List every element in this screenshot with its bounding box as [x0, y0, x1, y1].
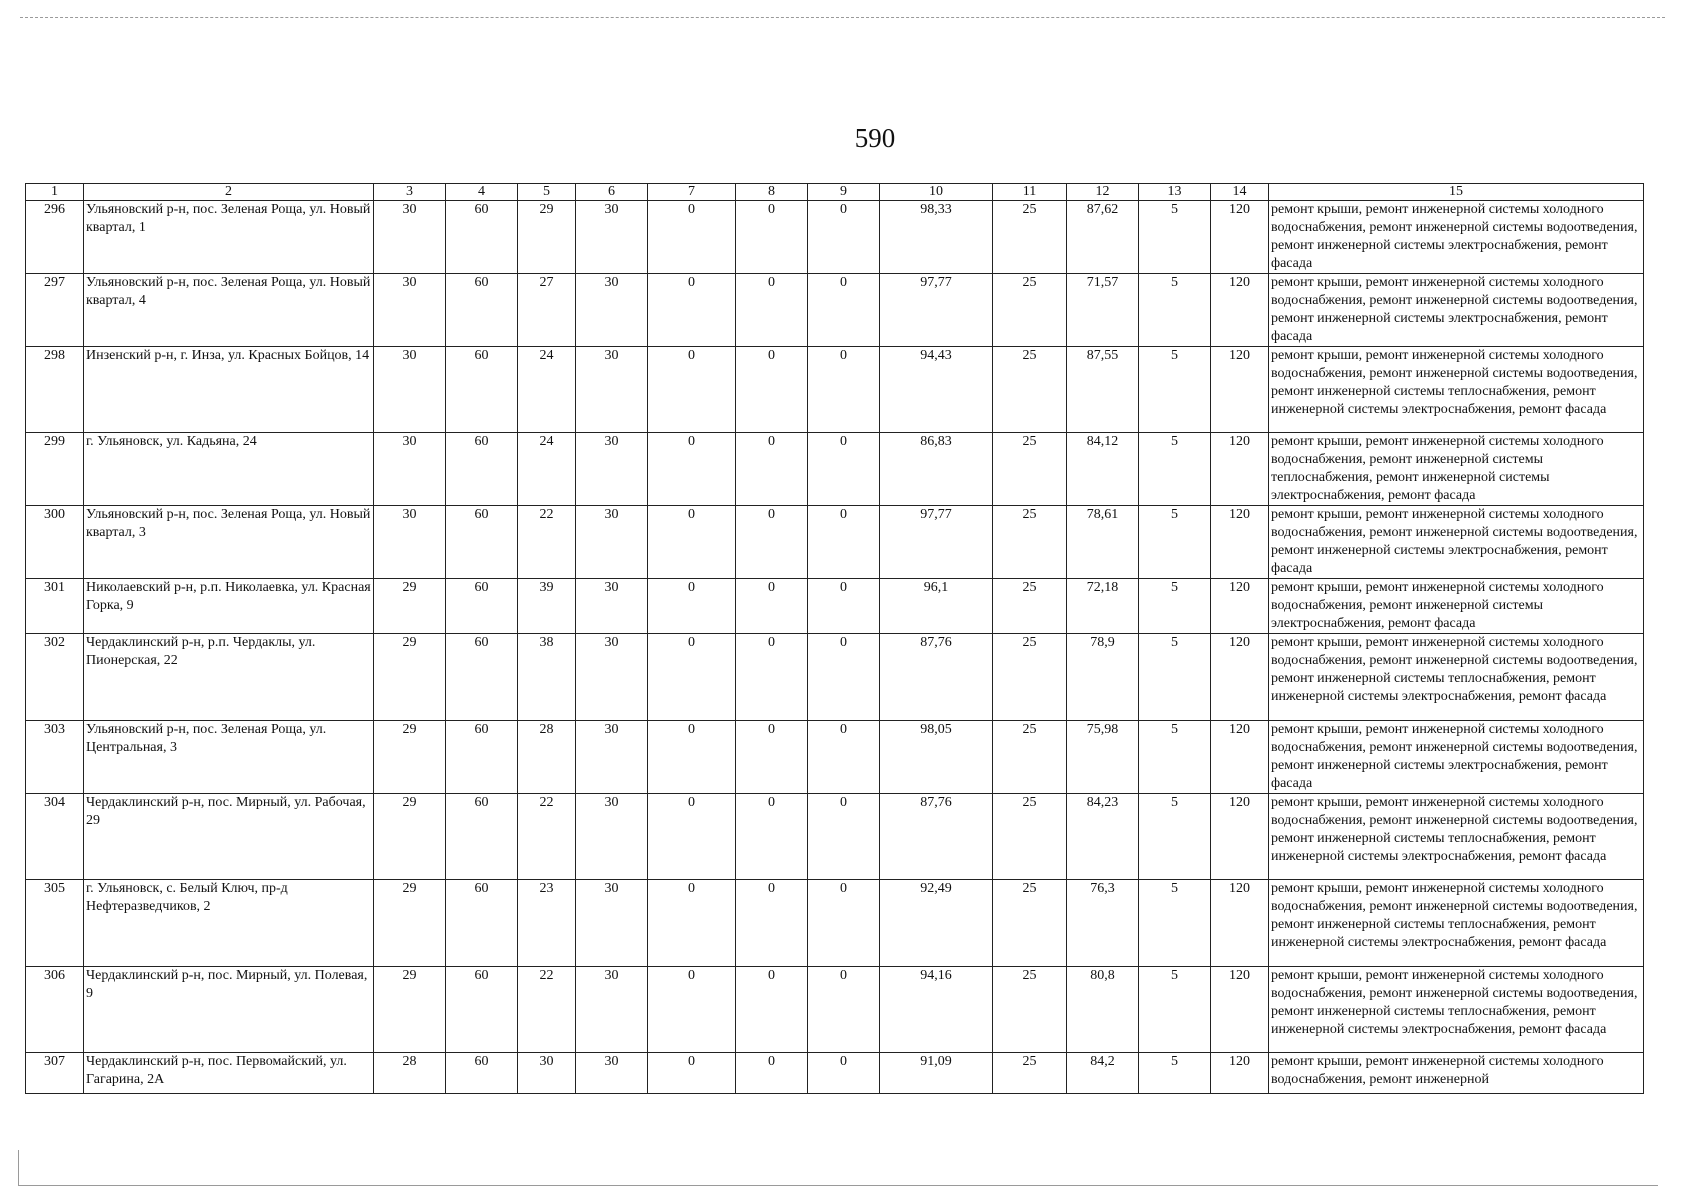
value-cell: 30	[576, 1053, 648, 1094]
value-cell: 0	[808, 579, 880, 634]
value-cell: 0	[808, 634, 880, 721]
value-cell: 29	[374, 967, 446, 1053]
value-cell: 25	[993, 794, 1067, 880]
works-cell: ремонт крыши, ремонт инженерной системы холодного водоснабжения, ремонт инженерной системы водоотведения, ремонт инженерной системы электроснабжения, ремонт фасада	[1269, 201, 1644, 274]
value-cell: 25	[993, 1053, 1067, 1094]
value-cell: 30	[576, 967, 648, 1053]
value-cell: 120	[1211, 967, 1269, 1053]
value-cell: 0	[648, 506, 736, 579]
value-cell: 0	[808, 347, 880, 433]
value-cell: 0	[736, 634, 808, 721]
value-cell: 60	[446, 1053, 518, 1094]
value-cell: 72,18	[1067, 579, 1139, 634]
table-row	[26, 274, 1644, 347]
value-cell: 120	[1211, 579, 1269, 634]
value-cell: 84,12	[1067, 433, 1139, 506]
column-number: 2	[84, 184, 374, 201]
value-cell: 0	[648, 274, 736, 347]
value-cell: 60	[446, 433, 518, 506]
value-cell: 22	[518, 506, 576, 579]
value-cell: 39	[518, 579, 576, 634]
value-cell: 30	[518, 1053, 576, 1094]
value-cell: 120	[1211, 347, 1269, 433]
value-cell: 30	[374, 433, 446, 506]
value-cell: 0	[648, 347, 736, 433]
value-cell: 60	[446, 967, 518, 1053]
value-cell: 0	[648, 967, 736, 1053]
works-cell: ремонт крыши, ремонт инженерной системы холодного водоснабжения, ремонт инженерной системы водоотведения, ремонт инженерной системы теплоснабжения, ремонт инженерной системы электроснабжения, ремонт фасада	[1269, 347, 1644, 433]
value-cell: 30	[576, 794, 648, 880]
row-number: 306	[26, 967, 84, 1053]
value-cell: 78,61	[1067, 506, 1139, 579]
value-cell: 98,05	[880, 721, 993, 794]
value-cell: 30	[374, 201, 446, 274]
table-row	[26, 721, 1644, 794]
value-cell: 25	[993, 201, 1067, 274]
column-number: 3	[374, 184, 446, 201]
value-cell: 98,33	[880, 201, 993, 274]
value-cell: 5	[1139, 721, 1211, 794]
works-cell: ремонт крыши, ремонт инженерной системы холодного водоснабжения, ремонт инженерной	[1269, 1053, 1644, 1094]
row-number: 302	[26, 634, 84, 721]
value-cell: 0	[808, 721, 880, 794]
value-cell: 60	[446, 201, 518, 274]
value-cell: 71,57	[1067, 274, 1139, 347]
column-number: 11	[993, 184, 1067, 201]
value-cell: 87,62	[1067, 201, 1139, 274]
value-cell: 0	[736, 433, 808, 506]
address-cell: Чердаклинский р-н, пос. Первомайский, ул. Гагарина, 2А	[84, 1053, 374, 1094]
value-cell: 25	[993, 274, 1067, 347]
value-cell: 30	[576, 506, 648, 579]
value-cell: 5	[1139, 274, 1211, 347]
value-cell: 84,2	[1067, 1053, 1139, 1094]
value-cell: 97,77	[880, 506, 993, 579]
value-cell: 120	[1211, 433, 1269, 506]
value-cell: 5	[1139, 506, 1211, 579]
value-cell: 30	[576, 274, 648, 347]
value-cell: 120	[1211, 274, 1269, 347]
value-cell: 25	[993, 721, 1067, 794]
value-cell: 97,77	[880, 274, 993, 347]
row-number: 296	[26, 201, 84, 274]
value-cell: 29	[374, 721, 446, 794]
value-cell: 5	[1139, 1053, 1211, 1094]
scan-edge-top	[20, 17, 1665, 18]
value-cell: 29	[374, 880, 446, 967]
value-cell: 24	[518, 347, 576, 433]
value-cell: 0	[808, 201, 880, 274]
address-cell: Чердаклинский р-н, пос. Мирный, ул. Рабочая, 29	[84, 794, 374, 880]
row-number: 307	[26, 1053, 84, 1094]
value-cell: 0	[648, 634, 736, 721]
works-cell: ремонт крыши, ремонт инженерной системы холодного водоснабжения, ремонт инженерной системы водоотведения, ремонт инженерной системы электроснабжения, ремонт фасада	[1269, 274, 1644, 347]
column-number: 6	[576, 184, 648, 201]
value-cell: 0	[736, 579, 808, 634]
value-cell: 5	[1139, 347, 1211, 433]
value-cell: 0	[808, 506, 880, 579]
scan-edge-left	[18, 1150, 19, 1185]
address-cell: Ульяновский р-н, пос. Зеленая Роща, ул. Новый квартал, 1	[84, 201, 374, 274]
value-cell: 60	[446, 347, 518, 433]
row-number: 303	[26, 721, 84, 794]
value-cell: 29	[374, 634, 446, 721]
value-cell: 0	[808, 274, 880, 347]
value-cell: 60	[446, 506, 518, 579]
table-row	[26, 433, 1644, 506]
value-cell: 5	[1139, 579, 1211, 634]
value-cell: 28	[374, 1053, 446, 1094]
value-cell: 78,9	[1067, 634, 1139, 721]
address-cell: Ульяновский р-н, пос. Зеленая Роща, ул. Новый квартал, 3	[84, 506, 374, 579]
value-cell: 120	[1211, 201, 1269, 274]
value-cell: 0	[648, 880, 736, 967]
column-number: 5	[518, 184, 576, 201]
value-cell: 25	[993, 634, 1067, 721]
value-cell: 30	[374, 347, 446, 433]
works-cell: ремонт крыши, ремонт инженерной системы холодного водоснабжения, ремонт инженерной системы электроснабжения, ремонт фасада	[1269, 579, 1644, 634]
value-cell: 25	[993, 506, 1067, 579]
value-cell: 22	[518, 967, 576, 1053]
column-number: 7	[648, 184, 736, 201]
value-cell: 120	[1211, 880, 1269, 967]
row-number: 301	[26, 579, 84, 634]
table-row	[26, 794, 1644, 880]
data-table	[25, 183, 1644, 1094]
value-cell: 0	[736, 201, 808, 274]
value-cell: 0	[648, 1053, 736, 1094]
value-cell: 120	[1211, 721, 1269, 794]
table-row	[26, 506, 1644, 579]
value-cell: 60	[446, 794, 518, 880]
value-cell: 91,09	[880, 1053, 993, 1094]
value-cell: 30	[576, 433, 648, 506]
works-cell: ремонт крыши, ремонт инженерной системы холодного водоснабжения, ремонт инженерной системы водоотведения, ремонт инженерной системы теплоснабжения, ремонт инженерной системы электроснабжения, ремонт фасада	[1269, 794, 1644, 880]
address-cell: Инзенский р-н, г. Инза, ул. Красных Бойцов, 14	[84, 347, 374, 433]
column-number: 14	[1211, 184, 1269, 201]
address-cell: Ульяновский р-н, пос. Зеленая Роща, ул. Новый квартал, 4	[84, 274, 374, 347]
column-number: 12	[1067, 184, 1139, 201]
page-number: 590	[854, 123, 896, 153]
column-number-row	[26, 184, 1644, 201]
value-cell: 25	[993, 880, 1067, 967]
value-cell: 5	[1139, 967, 1211, 1053]
value-cell: 0	[648, 721, 736, 794]
scan-edge-bottom	[18, 1185, 1658, 1186]
value-cell: 0	[808, 880, 880, 967]
table-row	[26, 1053, 1644, 1094]
column-number: 4	[446, 184, 518, 201]
value-cell: 0	[648, 201, 736, 274]
value-cell: 22	[518, 794, 576, 880]
value-cell: 28	[518, 721, 576, 794]
address-cell: Чердаклинский р-н, пос. Мирный, ул. Полевая, 9	[84, 967, 374, 1053]
column-number: 13	[1139, 184, 1211, 201]
value-cell: 94,16	[880, 967, 993, 1053]
value-cell: 27	[518, 274, 576, 347]
value-cell: 38	[518, 634, 576, 721]
value-cell: 84,23	[1067, 794, 1139, 880]
table-row	[26, 201, 1644, 274]
value-cell: 25	[993, 433, 1067, 506]
value-cell: 94,43	[880, 347, 993, 433]
column-number: 1	[26, 184, 84, 201]
row-number: 304	[26, 794, 84, 880]
column-number: 8	[736, 184, 808, 201]
address-cell: г. Ульяновск, с. Белый Ключ, пр-д Нефтеразведчиков, 2	[84, 880, 374, 967]
value-cell: 75,98	[1067, 721, 1139, 794]
value-cell: 30	[374, 506, 446, 579]
row-number: 297	[26, 274, 84, 347]
value-cell: 30	[576, 347, 648, 433]
value-cell: 29	[374, 794, 446, 880]
value-cell: 120	[1211, 506, 1269, 579]
works-cell: ремонт крыши, ремонт инженерной системы холодного водоснабжения, ремонт инженерной системы водоотведения, ремонт инженерной системы электроснабжения, ремонт фасада	[1269, 506, 1644, 579]
value-cell: 96,1	[880, 579, 993, 634]
works-cell: ремонт крыши, ремонт инженерной системы холодного водоснабжения, ремонт инженерной системы водоотведения, ремонт инженерной системы электроснабжения, ремонт фасада	[1269, 721, 1644, 794]
table-row	[26, 967, 1644, 1053]
column-number: 15	[1269, 184, 1644, 201]
value-cell: 0	[808, 433, 880, 506]
column-number: 9	[808, 184, 880, 201]
value-cell: 5	[1139, 201, 1211, 274]
value-cell: 0	[736, 880, 808, 967]
value-cell: 120	[1211, 634, 1269, 721]
value-cell: 92,49	[880, 880, 993, 967]
value-cell: 30	[576, 579, 648, 634]
value-cell: 5	[1139, 634, 1211, 721]
value-cell: 25	[993, 347, 1067, 433]
value-cell: 0	[808, 967, 880, 1053]
address-cell: Николаевский р-н, р.п. Николаевка, ул. Красная Горка, 9	[84, 579, 374, 634]
works-cell: ремонт крыши, ремонт инженерной системы холодного водоснабжения, ремонт инженерной системы теплоснабжения, ремонт инженерной системы электроснабжения, ремонт фасада	[1269, 433, 1644, 506]
value-cell: 60	[446, 579, 518, 634]
address-cell: Чердаклинский р-н, р.п. Чердаклы, ул. Пионерская, 22	[84, 634, 374, 721]
table-row	[26, 880, 1644, 967]
value-cell: 120	[1211, 794, 1269, 880]
table-body	[26, 184, 1644, 1094]
row-number: 305	[26, 880, 84, 967]
row-number: 298	[26, 347, 84, 433]
value-cell: 60	[446, 880, 518, 967]
value-cell: 0	[648, 579, 736, 634]
value-cell: 0	[736, 506, 808, 579]
value-cell: 87,76	[880, 634, 993, 721]
value-cell: 5	[1139, 880, 1211, 967]
value-cell: 25	[993, 579, 1067, 634]
value-cell: 0	[736, 347, 808, 433]
value-cell: 76,3	[1067, 880, 1139, 967]
address-cell: Ульяновский р-н, пос. Зеленая Роща, ул. Центральная, 3	[84, 721, 374, 794]
value-cell: 29	[374, 579, 446, 634]
value-cell: 87,76	[880, 794, 993, 880]
value-cell: 30	[576, 634, 648, 721]
address-cell: г. Ульяновск, ул. Кадьяна, 24	[84, 433, 374, 506]
value-cell: 30	[374, 274, 446, 347]
column-number: 10	[880, 184, 993, 201]
value-cell: 0	[648, 794, 736, 880]
value-cell: 5	[1139, 433, 1211, 506]
value-cell: 0	[736, 1053, 808, 1094]
value-cell: 0	[736, 794, 808, 880]
works-cell: ремонт крыши, ремонт инженерной системы холодного водоснабжения, ремонт инженерной системы водоотведения, ремонт инженерной системы теплоснабжения, ремонт инженерной системы электроснабжения, ремонт фасада	[1269, 634, 1644, 721]
value-cell: 24	[518, 433, 576, 506]
value-cell: 30	[576, 880, 648, 967]
value-cell: 25	[993, 967, 1067, 1053]
row-number: 300	[26, 506, 84, 579]
value-cell: 30	[576, 201, 648, 274]
value-cell: 23	[518, 880, 576, 967]
value-cell: 0	[808, 794, 880, 880]
table-row	[26, 347, 1644, 433]
works-cell: ремонт крыши, ремонт инженерной системы холодного водоснабжения, ремонт инженерной системы водоотведения, ремонт инженерной системы теплоснабжения, ремонт инженерной системы электроснабжения, ремонт фасада	[1269, 880, 1644, 967]
value-cell: 0	[736, 721, 808, 794]
value-cell: 120	[1211, 1053, 1269, 1094]
value-cell: 80,8	[1067, 967, 1139, 1053]
value-cell: 0	[648, 433, 736, 506]
table-row	[26, 579, 1644, 634]
value-cell: 87,55	[1067, 347, 1139, 433]
value-cell: 60	[446, 721, 518, 794]
value-cell: 86,83	[880, 433, 993, 506]
value-cell: 0	[736, 967, 808, 1053]
value-cell: 29	[518, 201, 576, 274]
row-number: 299	[26, 433, 84, 506]
value-cell: 60	[446, 634, 518, 721]
value-cell: 0	[808, 1053, 880, 1094]
works-cell: ремонт крыши, ремонт инженерной системы холодного водоснабжения, ремонт инженерной системы водоотведения, ремонт инженерной системы теплоснабжения, ремонт инженерной системы электроснабжения, ремонт фасада	[1269, 967, 1644, 1053]
table-row	[26, 634, 1644, 721]
value-cell: 0	[736, 274, 808, 347]
value-cell: 60	[446, 274, 518, 347]
value-cell: 5	[1139, 794, 1211, 880]
value-cell: 30	[576, 721, 648, 794]
